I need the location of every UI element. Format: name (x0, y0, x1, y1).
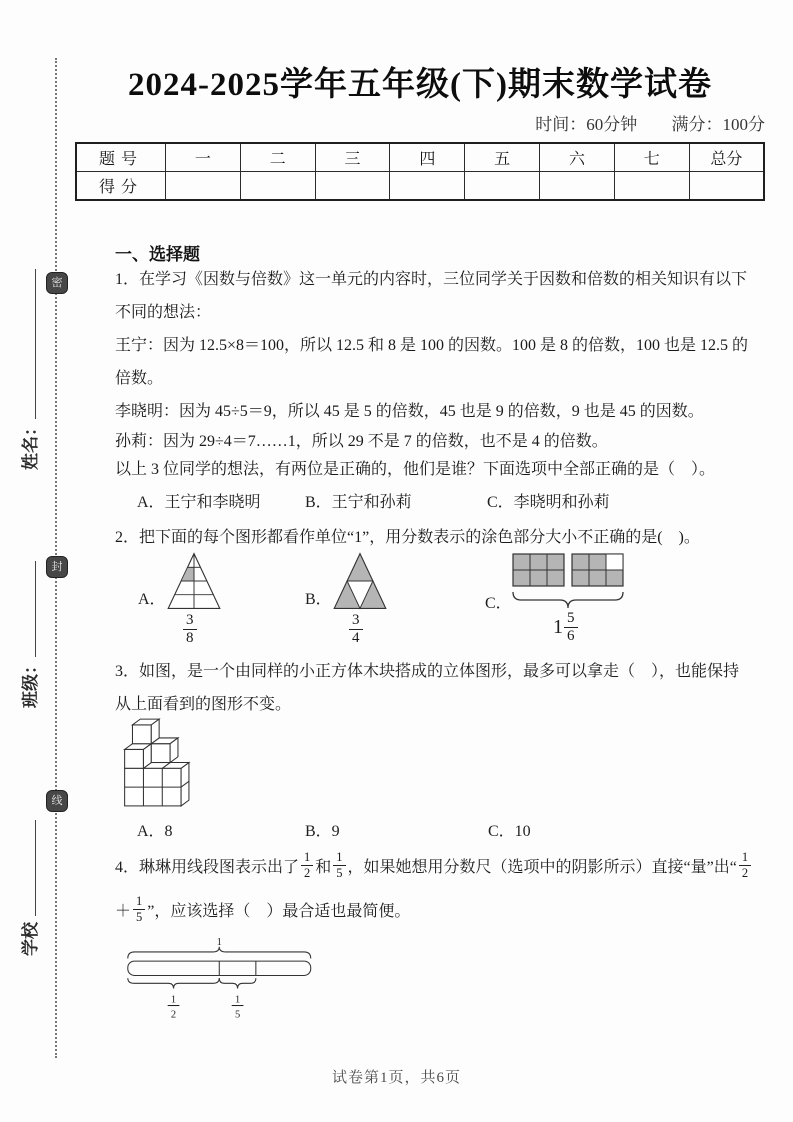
q1-line: 李晓明：因为 45÷5＝9，所以 45 是 5 的倍数，45 也是 9 的倍数，9 也是 45 的因数。 (115, 403, 704, 420)
time-limit: 时间：60分钟 (535, 115, 638, 134)
score-cell (614, 172, 689, 201)
numerator: 3 (349, 612, 363, 630)
score-table-header-row (76, 143, 764, 172)
q4-inline-fraction (739, 850, 751, 880)
q4-inline-fraction (133, 894, 145, 924)
q2-figure-c-grids (511, 552, 633, 612)
denominator: 2 (741, 865, 749, 880)
q4-figure-segment-diagram (118, 936, 314, 1028)
name-blank-line (32, 269, 36, 419)
cube-stack-figure (117, 716, 195, 808)
page-footer: 试卷第1页，共6页 (331, 1070, 461, 1086)
q2-fraction-b (349, 612, 363, 648)
q4-text: 4．琳琳用线段图表示出了 (115, 858, 300, 876)
half-denominator: 2 (170, 1009, 177, 1021)
triangle-strips-figure (163, 552, 225, 610)
q1-line: 以上 3 位同学的想法，有两位是正确的，他们是谁？下面选项中全部正确的是（ ）。 (115, 461, 716, 478)
unit-label: 1 (216, 936, 222, 948)
q1-line: 1．在学习《因数与倍数》这一单元的内容时，三位同学关于因数和倍数的相关知识有以下 (115, 271, 748, 288)
denominator: 2 (304, 865, 311, 880)
triangle-quarters-figure (329, 552, 391, 610)
q3-option-c: C．10 (488, 823, 531, 840)
score-cell (689, 172, 764, 201)
numerator: 1 (301, 850, 313, 865)
half-brace (128, 978, 219, 988)
fifth-brace (219, 978, 256, 988)
q4-inline-fraction (333, 850, 345, 880)
q3-option-a: A．8 (137, 823, 173, 840)
q2-fraction-a (183, 612, 197, 648)
q1-line: 孙莉：因为 29÷4＝7……1，所以 29 不是 7 的倍数，也不是 4 的倍数。 (115, 433, 608, 450)
school-field (16, 820, 41, 956)
q3-options (115, 818, 775, 844)
full-score: 满分：100分 (671, 115, 765, 134)
score-cell (166, 172, 241, 201)
numerator: 5 (564, 610, 578, 628)
denominator: 4 (352, 630, 360, 647)
name-label: 姓名： (21, 419, 40, 470)
page-title: 2024-2025学年五年级(下)期末数学试卷 (128, 67, 712, 103)
q2-figure-b-triangle-quarters (329, 552, 391, 610)
score-row-label: 得分 (76, 172, 166, 201)
section-heading: 一、选择题 (115, 245, 200, 264)
col-header-6: 六 (540, 143, 615, 172)
school-blank-line (32, 820, 36, 916)
top-brace (128, 947, 311, 959)
q1-option-b: B．王宁和孙莉 (305, 494, 412, 511)
q3-option-b: B．9 (305, 823, 340, 840)
question-number-header: 题号 (76, 143, 166, 172)
numerator: 1 (739, 850, 751, 865)
q2-mixed-number-c (553, 610, 578, 646)
curly-brace (513, 592, 623, 608)
denominator: 5 (336, 865, 343, 880)
col-header-3: 三 (315, 143, 390, 172)
grids-with-brace-figure (511, 552, 633, 612)
q1-option-a: A．王宁和李晓明 (137, 494, 261, 511)
q2-figures (115, 550, 775, 652)
exam-meta (535, 110, 765, 135)
q3-line: 从上面看到的图形不变。 (115, 696, 292, 713)
seal-badge-xian: 线 (46, 790, 68, 812)
whole-part: 1 (553, 616, 563, 639)
seal-badge-feng: 封 (46, 556, 68, 578)
q1-line: 不同的想法： (115, 304, 212, 321)
score-cell (465, 172, 540, 201)
fifth-numerator: 1 (234, 994, 241, 1006)
school-label: 学校 (21, 922, 40, 956)
q4-line-1 (115, 843, 753, 887)
q1-option-c: C．李晓明和孙莉 (487, 494, 610, 511)
class-blank-line (32, 561, 36, 657)
denominator: 8 (186, 630, 194, 647)
q4-inline-fraction (301, 850, 313, 880)
q4-text: ”，应该选择（ ）最合适也最简便。 (147, 902, 411, 920)
q2-label-b: B． (305, 591, 332, 608)
fifth-denominator: 5 (234, 1009, 241, 1021)
half-numerator: 1 (170, 994, 177, 1006)
score-cell (540, 172, 615, 201)
q1-options (115, 489, 775, 515)
score-cell (390, 172, 465, 201)
numerator: 3 (183, 612, 197, 630)
numerator: 1 (333, 850, 345, 865)
col-header-total: 总分 (689, 143, 764, 172)
q3-figure-cubes (117, 716, 195, 808)
denominator: 5 (136, 909, 143, 924)
col-header-2: 二 (240, 143, 315, 172)
score-cell (315, 172, 390, 201)
shaded-region (181, 567, 194, 581)
col-header-5: 五 (465, 143, 540, 172)
col-header-4: 四 (390, 143, 465, 172)
name-field (16, 269, 41, 470)
col-header-1: 一 (166, 143, 241, 172)
denominator: 6 (567, 628, 575, 645)
score-row (76, 172, 764, 201)
q4-text: ，如果她想用分数尺（选项中的阴影所示）直接“量”出“ (347, 858, 737, 876)
q4-text: 和 (315, 858, 332, 876)
unshaded-cell (606, 554, 623, 570)
q3-line: 3．如图，是一个由同样的小正方体木块搭成的立体图形，最多可以拿走（ ），也能保持 (115, 663, 740, 680)
q2-label-a: A． (138, 591, 166, 608)
q2-figure-a-triangle-strips (163, 552, 225, 610)
score-table (75, 142, 765, 201)
class-field (16, 561, 41, 708)
q1-line: 倍数。 (115, 370, 164, 387)
q4-line-2 (115, 887, 410, 931)
q1-line: 王宁：因为 12.5×8＝100，所以 12.5 和 8 是 100 的因数。100 是 8 的倍数，100 也是 12.5 的 (115, 337, 749, 354)
class-label: 班级： (21, 657, 40, 708)
col-header-7: 七 (614, 143, 689, 172)
score-cell (240, 172, 315, 201)
q2-label-c: C． (485, 595, 512, 612)
q4-text: ＋ (115, 902, 132, 920)
q2-stem: 2．把下面的每个图形都看作单位“1”，用分数表示的涂色部分大小不正确的是( )。 (115, 529, 700, 546)
numerator: 1 (133, 894, 145, 909)
line-segment-diagram (118, 936, 314, 1028)
seal-badge-mi: 密 (46, 272, 68, 294)
